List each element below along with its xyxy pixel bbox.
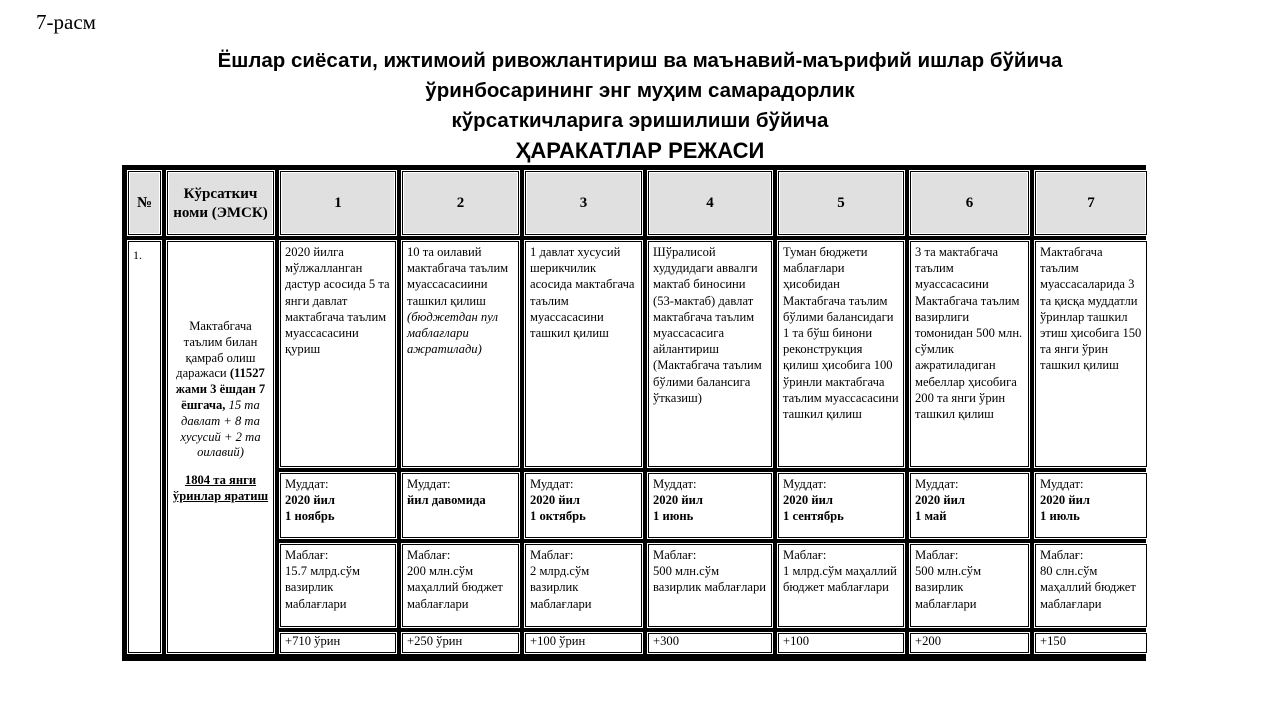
deadline-cell bbox=[648, 473, 772, 538]
funding-cell bbox=[1035, 544, 1147, 627]
funding-text: 2 млрд.сўм вазирлик маблағлари bbox=[530, 564, 592, 611]
deadline-cell bbox=[402, 473, 519, 538]
deadline-label: Муддат: bbox=[783, 477, 827, 491]
action-text: 3 та мактабгача таълим муассасасини Мактабгача таълим вазирлиги томонидан 500 млн. сўмлик ажратиладиган мебеллар ҳисобига 200 та янги ўрин ташкил қилиш bbox=[915, 245, 1023, 422]
funding-label: Маблағ: bbox=[915, 548, 959, 562]
action-cell bbox=[910, 241, 1029, 467]
action-plan-table bbox=[122, 165, 1146, 661]
funding-cell bbox=[648, 544, 772, 627]
deadline-label: Муддат: bbox=[653, 477, 697, 491]
funding-text: 80 слн.сўм маҳаллий бюджет маблағлари bbox=[1040, 564, 1136, 611]
deadline-date: 1 октябрь bbox=[530, 509, 586, 524]
indicator-text: Мактабгача таълим билан қамраб олиш даражаси bbox=[176, 319, 258, 381]
header-indicator-name: Кўрсаткич номи (ЭМСК) bbox=[167, 171, 274, 235]
funding-cell bbox=[910, 544, 1029, 627]
deadline-label: Муддат: bbox=[285, 477, 329, 491]
action-text: 10 та оилавий мактабгача таълим муассасасиини ташкил қилиш bbox=[407, 245, 509, 308]
header-num: № bbox=[128, 171, 161, 235]
funding-text: 200 млн.сўм маҳаллий бюджет маблағлари bbox=[407, 564, 503, 611]
header-col-2: 2 bbox=[402, 171, 519, 235]
result-cell: +710 ўрин bbox=[280, 633, 396, 653]
action-text: Туман бюджети маблағлари ҳисобидан Мактабгача таълим бўлими балансидаги 1 та бўш бинони реконструкция қилиш ҳисобига 100 ўринли мактабгача таълим муассасасини ташкил қилиш bbox=[783, 245, 899, 422]
deadline-label: Муддат: bbox=[407, 477, 451, 491]
deadline-cell bbox=[778, 473, 904, 538]
action-cell bbox=[778, 241, 904, 467]
title-line-3: кўрсаткичларига эришилиши бўйича bbox=[451, 109, 829, 132]
deadline-year: 2020 йил bbox=[915, 493, 965, 508]
action-cell bbox=[280, 241, 396, 467]
result-cell: +250 ўрин bbox=[402, 633, 519, 653]
indicator-target: 1804 та янги ўринлар яратиш bbox=[172, 473, 269, 503]
action-cell bbox=[525, 241, 642, 467]
action-text: Мактабгача таълим муассасаларида 3 та қисқа муддатли ўринлар ташкил этиш ҳисобига 150 та янги ўрин ташкил қилиш bbox=[1040, 245, 1142, 373]
funding-cell bbox=[778, 544, 904, 627]
indicator-total: (11527 жами 3 ёшдан 7 ёшгача, bbox=[175, 366, 266, 412]
title-line-2: ўринбосарининг энг муҳим самарадорлик bbox=[425, 79, 855, 102]
header-col-7: 7 bbox=[1035, 171, 1147, 235]
funding-cell bbox=[525, 544, 642, 627]
row-number: 1. bbox=[128, 241, 161, 653]
deadline-year: 2020 йил bbox=[530, 493, 580, 508]
funding-cell bbox=[280, 544, 396, 627]
header-col-1: 1 bbox=[280, 171, 396, 235]
deadline-cell bbox=[280, 473, 396, 538]
funding-text: 1 млрд.сўм маҳаллий бюджет маблағлари bbox=[783, 564, 897, 595]
action-cell bbox=[648, 241, 772, 467]
title-line-4: ҲАРАКАТЛАР РЕЖАСИ bbox=[515, 138, 765, 163]
deadline-label: Муддат: bbox=[915, 477, 959, 491]
funding-label: Маблағ: bbox=[530, 548, 574, 562]
funding-label: Маблағ: bbox=[653, 548, 697, 562]
deadline-date: 1 июнь bbox=[653, 509, 694, 524]
deadline-year: 2020 йил bbox=[1040, 493, 1090, 508]
funding-cell bbox=[402, 544, 519, 627]
result-cell: +200 bbox=[910, 633, 1029, 653]
funding-text: 15.7 млрд.сўм вазирлик маблағлари bbox=[285, 564, 360, 611]
figure-label: 7-расм bbox=[36, 10, 96, 34]
funding-text: 500 млн.сўм вазирлик маблағлари bbox=[915, 564, 982, 611]
deadline-date: 1 май bbox=[915, 509, 947, 524]
funding-text: 500 млн.сўм вазирлик маблағлари bbox=[653, 564, 767, 595]
deadline-cell bbox=[910, 473, 1029, 538]
deadline-label: Муддат: bbox=[530, 477, 574, 491]
indicator-name bbox=[167, 241, 274, 653]
action-cell bbox=[1035, 241, 1147, 467]
deadline-label: Муддат: bbox=[1040, 477, 1084, 491]
title-line-1: Ёшлар сиёсати, ижтимоий ривожлантириш ва маънавий-маърифий ишлар бўйича bbox=[217, 49, 1063, 72]
funding-label: Маблағ: bbox=[285, 548, 329, 562]
action-note: (бюджетдан пул маблағлари ажратилади) bbox=[407, 309, 498, 357]
funding-label: Маблағ: bbox=[407, 548, 451, 562]
indicator-breakdown: 15 та давлат + 8 та хусусий + 2 та оилавий) bbox=[180, 397, 261, 460]
action-cell bbox=[402, 241, 519, 467]
action-text: Шўралисой худудидаги аввалги мактаб биносини (53-мактаб) давлат мактабгача таълим муассасасига айлантириш (Мактабгача таълим бўлими балансига ўтказиш) bbox=[653, 245, 762, 405]
header-col-6: 6 bbox=[910, 171, 1029, 235]
header-col-4: 4 bbox=[648, 171, 772, 235]
action-text: 1 давлат хусусий шерикчилик асосида мактабгача таълим муассасасини ташкил қилиш bbox=[530, 245, 635, 341]
funding-label: Маблағ: bbox=[783, 548, 827, 562]
deadline-cell bbox=[525, 473, 642, 538]
deadline-year: 2020 йил bbox=[285, 493, 335, 508]
header-col-3: 3 bbox=[525, 171, 642, 235]
funding-label: Маблағ: bbox=[1040, 548, 1084, 562]
header-col-5: 5 bbox=[778, 171, 904, 235]
page-title bbox=[120, 46, 1160, 166]
result-cell: +300 bbox=[648, 633, 772, 653]
result-cell: +150 bbox=[1035, 633, 1147, 653]
deadline-year: 2020 йил bbox=[653, 493, 703, 508]
deadline-year: 2020 йил bbox=[783, 493, 833, 508]
deadline-date: 1 июль bbox=[1040, 509, 1080, 524]
deadline-date: 1 ноябрь bbox=[285, 509, 335, 524]
result-cell: +100 bbox=[778, 633, 904, 653]
result-cell: +100 ўрин bbox=[525, 633, 642, 653]
action-text: 2020 йилга мўлжалланган дастур асосида 5 та янги давлат мактабгача таълим муассасасини қуриш bbox=[285, 245, 390, 357]
deadline-date: 1 сентябрь bbox=[783, 509, 844, 524]
deadline-year: йил давомида bbox=[407, 493, 486, 508]
deadline-cell bbox=[1035, 473, 1147, 538]
